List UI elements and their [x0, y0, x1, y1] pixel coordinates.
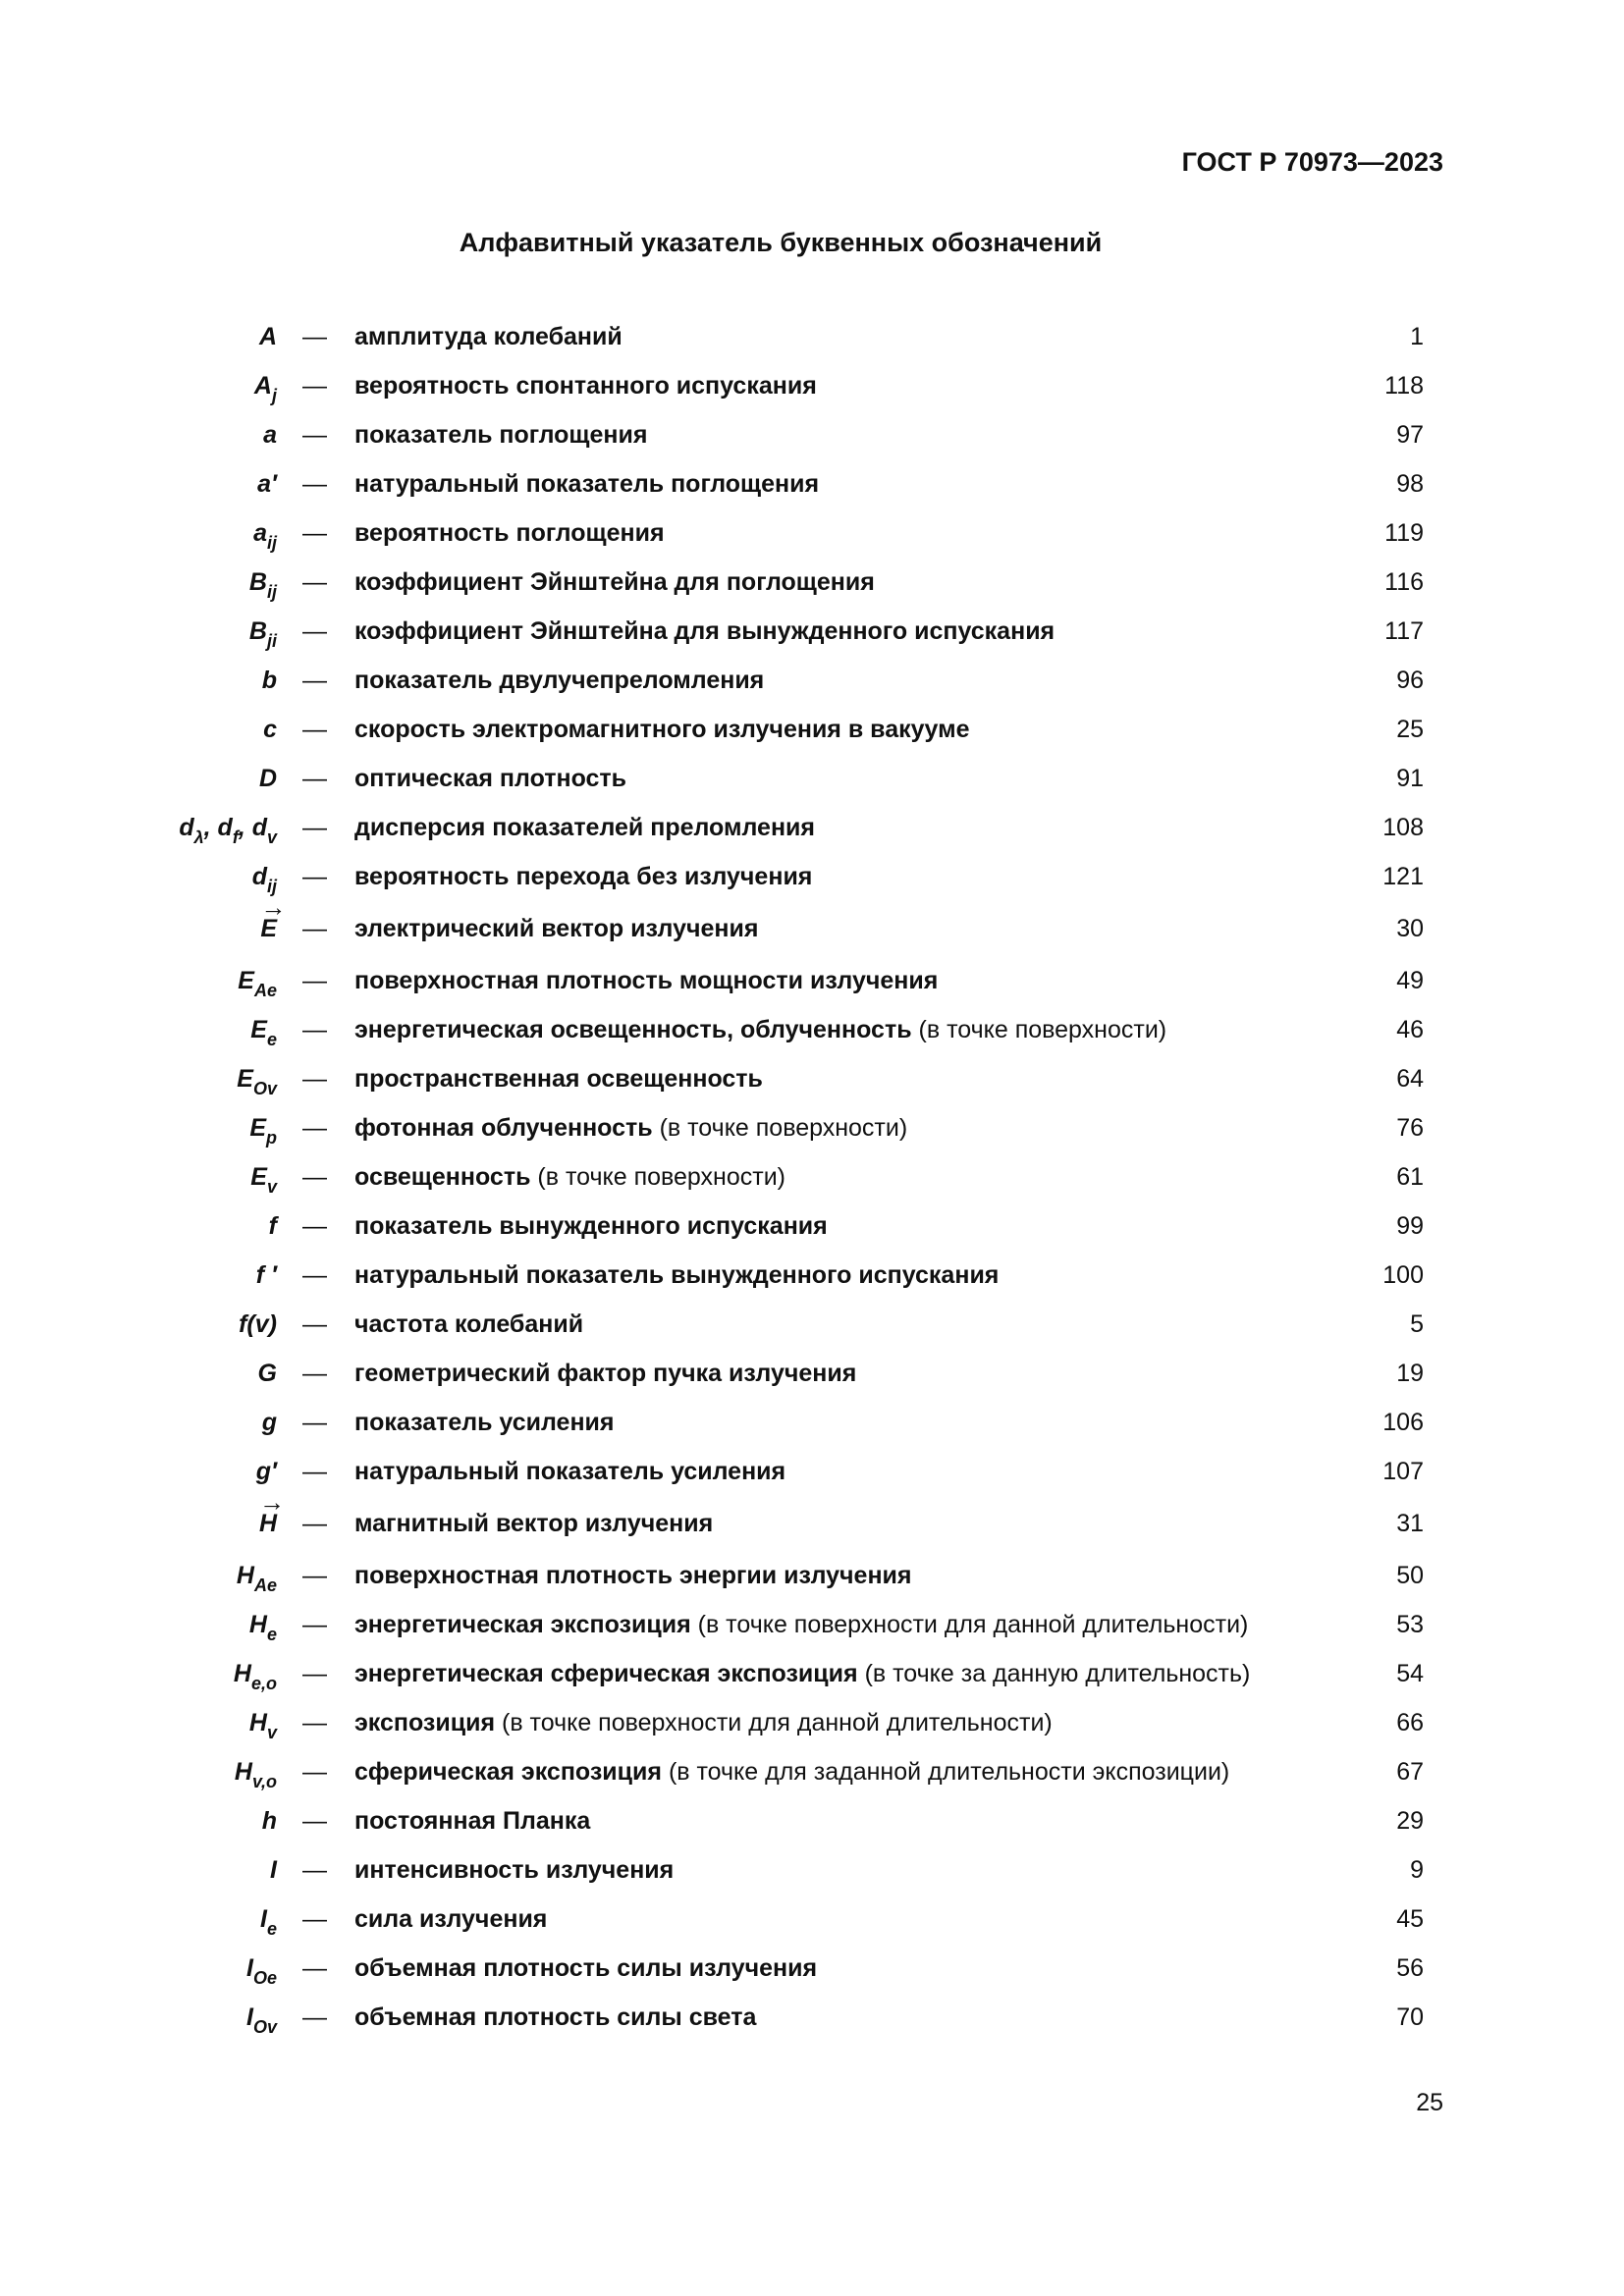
entry-dash: — [302, 421, 327, 449]
entry-symbol [262, 1796, 277, 1845]
term-name: натуральный показатель усиления [354, 1458, 786, 1485]
entry-term-number: 9 [1410, 1856, 1424, 1884]
symbol-subscript: e [266, 1919, 277, 1939]
term-name: экспозиция [354, 1709, 496, 1736]
symbol-subscript: e [266, 1030, 277, 1049]
index-entry [0, 1895, 1624, 1944]
entry-dash: — [302, 1458, 327, 1485]
entry-term [354, 1993, 756, 2042]
entry-dash: — [302, 1065, 327, 1093]
entry-dash: — [302, 765, 327, 792]
index-entry [0, 656, 1624, 705]
index-entry [0, 852, 1624, 901]
entry-term [354, 558, 875, 607]
entry-dash: — [302, 667, 327, 694]
entry-dash: — [302, 1660, 327, 1687]
index-entry [0, 1551, 1624, 1600]
index-entry [0, 1103, 1624, 1152]
entry-dash: — [302, 863, 327, 890]
symbol-subscript: λ [193, 828, 204, 847]
symbol-subscript: v,o [251, 1772, 277, 1791]
index-entry [0, 803, 1624, 852]
term-name: фотонная облученность [354, 1114, 653, 1142]
symbol-base: E [238, 967, 254, 994]
symbol-base: f [268, 1212, 277, 1240]
term-name: натуральный показатель поглощения [354, 470, 820, 498]
entry-term [354, 705, 970, 754]
entry-term [354, 803, 815, 852]
term-qualifier: (в точке за данную длительность) [857, 1660, 1251, 1687]
symbol-subscript: f [232, 828, 239, 847]
symbol-subscript: ij [266, 582, 277, 602]
entry-dash: — [302, 1510, 327, 1537]
symbol-base: I [246, 1954, 253, 1982]
term-name: энергетическая освещенность, облученность [354, 1016, 912, 1043]
symbol-subscript: j [271, 386, 277, 405]
symbol-subscript: Ae [253, 1575, 277, 1595]
entry-term-number: 5 [1410, 1310, 1424, 1338]
entry-term-number: 64 [1396, 1065, 1424, 1093]
term-name: коэффициент Эйнштейна для поглощения [354, 568, 875, 596]
index-entry [0, 312, 1624, 361]
entry-dash: — [302, 519, 327, 547]
entry-dash: — [302, 1905, 327, 1933]
entry-term [354, 410, 647, 459]
term-name: объемная плотность силы излучения [354, 1954, 818, 1982]
entry-term-number: 96 [1396, 667, 1424, 694]
vector-symbol: → E [260, 901, 277, 956]
symbol-subscript: p [266, 1128, 277, 1148]
entry-term-number: 61 [1396, 1163, 1424, 1191]
index-entry [0, 607, 1624, 656]
entry-dash: — [302, 915, 327, 942]
term-name: энергетическая сферическая экспозиция [354, 1660, 858, 1687]
term-qualifier: (в точке поверхности) [652, 1114, 908, 1142]
index-entry [0, 1447, 1624, 1496]
entry-dash: — [302, 1212, 327, 1240]
index-entry [0, 410, 1624, 459]
index-entry [0, 1201, 1624, 1251]
symbol-base: H [248, 1709, 267, 1736]
symbol-base: E [249, 1114, 266, 1142]
entry-dash: — [302, 470, 327, 498]
entry-symbol [263, 705, 277, 754]
page-number: 25 [1416, 2089, 1443, 2116]
entry-term [354, 1551, 912, 1600]
entry-dash: — [302, 1114, 327, 1142]
entry-symbol [257, 459, 277, 508]
entry-term [354, 1944, 817, 1993]
index-entry [0, 1944, 1624, 1993]
symbol-base: , d [238, 814, 267, 841]
term-name: показатель усиления [354, 1409, 615, 1436]
page-title: Алфавитный указатель буквенных обозначений [459, 228, 1103, 257]
entry-term-number: 25 [1396, 716, 1424, 743]
entry-term-number: 29 [1396, 1807, 1424, 1835]
entry-symbol [270, 1845, 277, 1895]
index-entry [0, 1152, 1624, 1201]
symbol-subscript: e,o [250, 1674, 277, 1693]
symbol-subscript: v [266, 1723, 277, 1742]
entry-term [354, 1698, 1053, 1747]
index-entry [0, 1251, 1624, 1300]
term-name: показатель вынужденного испускания [354, 1212, 828, 1240]
symbol-base: D [258, 765, 277, 792]
entry-symbol [262, 656, 277, 705]
symbol-subscript: e [266, 1625, 277, 1644]
term-name: амплитуда колебаний [354, 323, 623, 350]
symbol-base: I [246, 2003, 253, 2031]
index-entry [0, 508, 1624, 558]
entry-term [354, 1349, 856, 1398]
index-entry [0, 1349, 1624, 1398]
index-entry [0, 956, 1624, 1005]
index-entry [0, 1496, 1624, 1551]
symbol-base: b [261, 667, 277, 694]
index-entry [0, 1747, 1624, 1796]
entry-term-number: 119 [1384, 519, 1424, 547]
index-entry [0, 754, 1624, 803]
entry-term [354, 508, 665, 558]
symbol-subscript: v [266, 828, 277, 847]
entry-term-number: 31 [1396, 1510, 1424, 1537]
entry-term-number: 118 [1384, 372, 1424, 400]
entry-term [354, 1600, 1248, 1649]
term-qualifier: (в точке поверхности для данной длительности) [690, 1611, 1249, 1638]
symbol-base: B [248, 568, 267, 596]
entry-term [354, 1845, 674, 1895]
index-entry [0, 361, 1624, 410]
entry-symbol [269, 1201, 277, 1251]
entry-term [354, 361, 817, 410]
entry-symbol [260, 901, 277, 956]
entry-term [354, 956, 938, 1005]
symbol-base: d [251, 863, 267, 890]
term-name: освещенность [354, 1163, 531, 1191]
symbol-base: d [179, 814, 194, 841]
symbol-base: g [261, 1409, 277, 1436]
entry-term-number: 46 [1396, 1016, 1424, 1043]
symbol-subscript: Ov [252, 1079, 277, 1098]
symbol-base: E [250, 1016, 267, 1043]
term-qualifier: (в точке поверхности) [911, 1016, 1167, 1043]
index-entry [0, 1796, 1624, 1845]
symbol-base: a [253, 519, 267, 547]
entry-term-number: 45 [1396, 1905, 1424, 1933]
index-entry [0, 459, 1624, 508]
entry-term [354, 607, 1055, 656]
entry-term [354, 1201, 828, 1251]
symbol-subscript: ji [266, 631, 277, 651]
entry-dash: — [302, 1360, 327, 1387]
entry-dash: — [302, 1562, 327, 1589]
entry-term [354, 312, 623, 361]
symbol-base: E [250, 1163, 267, 1191]
document-code: ГОСТ Р 70973—2023 [1181, 147, 1443, 177]
entry-dash: — [302, 617, 327, 645]
entry-dash: — [302, 1758, 327, 1786]
entry-symbol [239, 1300, 277, 1349]
entry-symbol [256, 1251, 277, 1300]
entry-term [354, 1005, 1166, 1054]
symbol-base: G [257, 1360, 277, 1387]
symbol-base: H [248, 1611, 267, 1638]
term-name: скорость электромагнитного излучения в вакууме [354, 716, 970, 743]
term-name: вероятность спонтанного испускания [354, 372, 817, 400]
entry-term [354, 1103, 907, 1152]
index-entry [0, 1398, 1624, 1447]
term-name: показатель поглощения [354, 421, 648, 449]
index-entry [0, 1005, 1624, 1054]
index-entry [0, 705, 1624, 754]
entry-term-number: 99 [1396, 1212, 1424, 1240]
entry-term-number: 98 [1396, 470, 1424, 498]
symbol-base: H [234, 1758, 252, 1786]
entry-dash: — [302, 568, 327, 596]
entry-dash: — [302, 814, 327, 841]
entry-term [354, 1251, 999, 1300]
entry-dash: — [302, 1261, 327, 1289]
entry-term-number: 116 [1384, 568, 1424, 596]
term-name: поверхностная плотность мощности излучения [354, 967, 939, 994]
entry-dash: — [302, 323, 327, 350]
entry-symbol [259, 1496, 277, 1551]
entry-dash: — [302, 1611, 327, 1638]
entry-dash: — [302, 2003, 327, 2031]
entry-symbol [259, 312, 277, 361]
entry-term-number: 50 [1396, 1562, 1424, 1589]
term-name: вероятность поглощения [354, 519, 665, 547]
entry-dash: — [302, 1016, 327, 1043]
entry-dash: — [302, 1856, 327, 1884]
entry-symbol [263, 410, 277, 459]
entry-term-number: 106 [1382, 1409, 1424, 1436]
entry-term [354, 459, 819, 508]
entry-term [354, 1054, 763, 1103]
entry-term-number: 54 [1396, 1660, 1424, 1687]
entry-dash: — [302, 1409, 327, 1436]
index-entry [0, 1845, 1624, 1895]
entry-dash: — [302, 372, 327, 400]
symbol-base: , d [203, 814, 233, 841]
entry-dash: — [302, 1709, 327, 1736]
index-entry [0, 901, 1624, 956]
term-name: интенсивность излучения [354, 1856, 675, 1884]
term-name: энергетическая экспозиция [354, 1611, 691, 1638]
entry-term-number: 100 [1382, 1261, 1424, 1289]
symbol-base: A [258, 323, 277, 350]
term-qualifier: (в точке для заданной длительности экспозиции) [662, 1758, 1230, 1786]
index-entry [0, 1600, 1624, 1649]
symbol-subscript: ij [266, 877, 277, 896]
symbol-base: a [263, 421, 277, 449]
term-name: вероятность перехода без излучения [354, 863, 813, 890]
symbol-base: H [233, 1660, 251, 1687]
entry-term [354, 852, 812, 901]
entry-term [354, 754, 626, 803]
symbol-base: H [236, 1562, 254, 1589]
entry-term [354, 1796, 590, 1845]
symbol-base: E [237, 1065, 253, 1093]
term-qualifier: (в точке поверхности для данной длительности) [495, 1709, 1053, 1736]
term-name: электрический вектор излучения [354, 915, 759, 942]
symbol-subscript: Ae [253, 981, 277, 1000]
term-name: дисперсия показателей преломления [354, 814, 816, 841]
entry-dash: — [302, 1163, 327, 1191]
entry-term-number: 70 [1396, 2003, 1424, 2031]
entry-term [354, 1747, 1229, 1796]
symbol-base: a′ [257, 470, 277, 498]
entry-term-number: 19 [1396, 1360, 1424, 1387]
entry-symbol [259, 754, 277, 803]
vector-symbol: → H [259, 1496, 277, 1551]
symbol-base: I [260, 1905, 267, 1933]
entry-dash: — [302, 1954, 327, 1982]
term-name: сферическая экспозиция [354, 1758, 662, 1786]
symbol-index-list [0, 312, 1624, 2042]
index-entry [0, 1698, 1624, 1747]
symbol-base: I [270, 1856, 277, 1884]
symbol-subscript: v [266, 1177, 277, 1197]
entry-term-number: 56 [1396, 1954, 1424, 1982]
entry-term-number: 121 [1382, 863, 1424, 890]
entry-term [354, 1649, 1250, 1698]
symbol-base: f(v) [239, 1310, 277, 1338]
symbol-subscript: Ov [252, 2017, 277, 2037]
index-entry [0, 1993, 1624, 2042]
entry-term [354, 1447, 785, 1496]
term-name: оптическая плотность [354, 765, 627, 792]
term-name: частота колебаний [354, 1310, 584, 1338]
entry-term [354, 1300, 583, 1349]
entry-term-number: 97 [1396, 421, 1424, 449]
entry-term-number: 53 [1396, 1611, 1424, 1638]
term-name: магнитный вектор излучения [354, 1510, 714, 1537]
symbol-subscript: ij [266, 533, 277, 553]
index-entry [0, 1649, 1624, 1698]
entry-dash: — [302, 716, 327, 743]
index-entry [0, 558, 1624, 607]
entry-term-number: 91 [1396, 765, 1424, 792]
term-name: натуральный показатель вынужденного испускания [354, 1261, 1000, 1289]
entry-term [354, 1895, 547, 1944]
symbol-base: A [253, 372, 272, 400]
entry-symbol [262, 1398, 277, 1447]
term-name: показатель двулучепреломления [354, 667, 765, 694]
entry-term [354, 1496, 713, 1551]
entry-term [354, 656, 764, 705]
entry-term-number: 117 [1384, 617, 1424, 645]
term-qualifier: (в точке поверхности) [530, 1163, 785, 1191]
symbol-base: B [248, 617, 267, 645]
entry-term-number: 49 [1396, 967, 1424, 994]
index-entry [0, 1054, 1624, 1103]
entry-symbol [246, 1993, 277, 2052]
symbol-subscript: Oe [252, 1968, 277, 1988]
entry-dash: — [302, 967, 327, 994]
entry-dash: — [302, 1807, 327, 1835]
entry-term-number: 30 [1396, 915, 1424, 942]
index-entry [0, 1300, 1624, 1349]
entry-term [354, 1398, 615, 1447]
entry-term-number: 76 [1396, 1114, 1424, 1142]
entry-term [354, 901, 758, 956]
term-name: пространственная освещенность [354, 1065, 763, 1093]
symbol-base: f ′ [255, 1261, 277, 1289]
entry-term-number: 1 [1410, 323, 1424, 350]
symbol-base: c [263, 716, 277, 743]
term-name: сила излучения [354, 1905, 548, 1933]
symbol-base: g′ [255, 1458, 277, 1485]
entry-term-number: 67 [1396, 1758, 1424, 1786]
entry-term [354, 1152, 785, 1201]
term-name: поверхностная плотность энергии излучения [354, 1562, 912, 1589]
entry-term-number: 66 [1396, 1709, 1424, 1736]
term-name: геометрический фактор пучка излучения [354, 1360, 857, 1387]
entry-dash: — [302, 1310, 327, 1338]
entry-term-number: 107 [1382, 1458, 1424, 1485]
term-name: объемная плотность силы света [354, 2003, 757, 2031]
entry-term-number: 108 [1382, 814, 1424, 841]
entry-symbol [258, 1349, 277, 1398]
symbol-base: h [261, 1807, 277, 1835]
term-name: постоянная Планка [354, 1807, 591, 1835]
term-name: коэффициент Эйнштейна для вынужденного испускания [354, 617, 1056, 645]
